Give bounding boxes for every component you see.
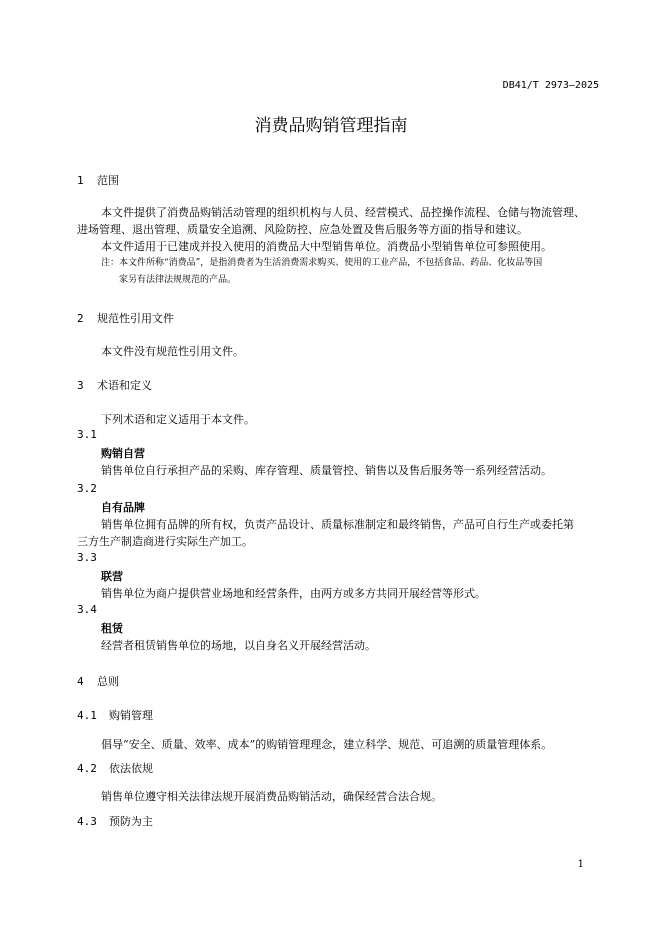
section-number: 4 [77,675,84,688]
section-2-heading [77,310,174,326]
subsection-number: 4.2 [77,762,97,775]
term-number: 3.3 [77,551,97,564]
term-definition: 销售单位为商户提供营业场地和经营条件，由两方或多方共同开展经营等形式。 [101,587,486,600]
paragraph: 下列术语和定义适用于本文件。 [101,413,255,426]
section-title: 总则 [97,675,119,688]
section-title: 术语和定义 [97,379,152,392]
paragraph: 本文件适用于已建成并投入使用的消费品大中型销售单位。消费品小型销售单位可参照使用。 [101,240,552,253]
document-title: 消费品购销管理指南 [254,116,408,136]
standard-number: DB41/T 2973—2025 [502,80,599,91]
paragraph: 销售单位遵守相关法律法规开展消费品购销活动，确保经营合法合规。 [101,790,442,803]
term-number: 3.1 [77,428,97,441]
subsection-number: 4.1 [77,709,97,722]
paragraph-line: 进场管理、退出管理、质量安全追溯、风险防控、应急处置及售后服务等方面的指导和建议。 [77,223,528,236]
term-number: 3.2 [77,482,97,495]
subsection-heading [77,707,153,723]
section-number: 1 [77,174,84,187]
term-definition: 三方生产制造商进行实际生产加工。 [77,535,253,548]
term-name: 租赁 [101,622,123,635]
term-name: 购销自营 [101,447,145,460]
subsection-heading [77,813,153,829]
note-line: 注：本文件所称“消费品”，是指消费者为生活消费需求购买、使用的工业产品，不包括食品、药品、化妆品等国 [101,258,543,268]
subsection-number: 4.3 [77,815,97,828]
section-1-heading [77,172,119,188]
paragraph-line: 本文件提供了消费品购销活动管理的组织机构与人员、经营模式、品控操作流程、仓储与物流管理、 [101,206,585,219]
term-number: 3.4 [77,603,97,616]
note-line: 家另有法律法规规范的产品。 [119,275,237,285]
paragraph: 倡导“安全、质量、效率、成本”的购销管理理念，建立科学、规范、可追溯的质量管理体系。 [101,738,553,751]
section-title: 范围 [97,174,119,187]
section-3-heading [77,377,152,393]
subsection-title: 购销管理 [109,709,153,722]
section-number: 2 [77,312,84,325]
section-4-heading [77,673,119,689]
paragraph: 本文件没有规范性引用文件。 [101,345,244,358]
subsection-title: 依法依规 [109,762,153,775]
term-name: 联营 [101,570,123,583]
subsection-heading [77,760,153,776]
section-title: 规范性引用文件 [97,312,174,325]
term-definition: 销售单位拥有品牌的所有权，负责产品设计、质量标准制定和最终销售，产品可自行生产或委托第 [101,518,574,531]
page-number: 1 [577,859,584,870]
term-name: 自有品牌 [101,501,145,514]
term-definition: 销售单位自行承担产品的采购、库存管理、质量管控、销售以及售后服务等一系列经营活动。 [101,464,552,477]
section-number: 3 [77,379,84,392]
subsection-title: 预防为主 [109,815,153,828]
term-definition: 经营者租赁销售单位的场地，以自身名义开展经营活动。 [101,639,376,652]
